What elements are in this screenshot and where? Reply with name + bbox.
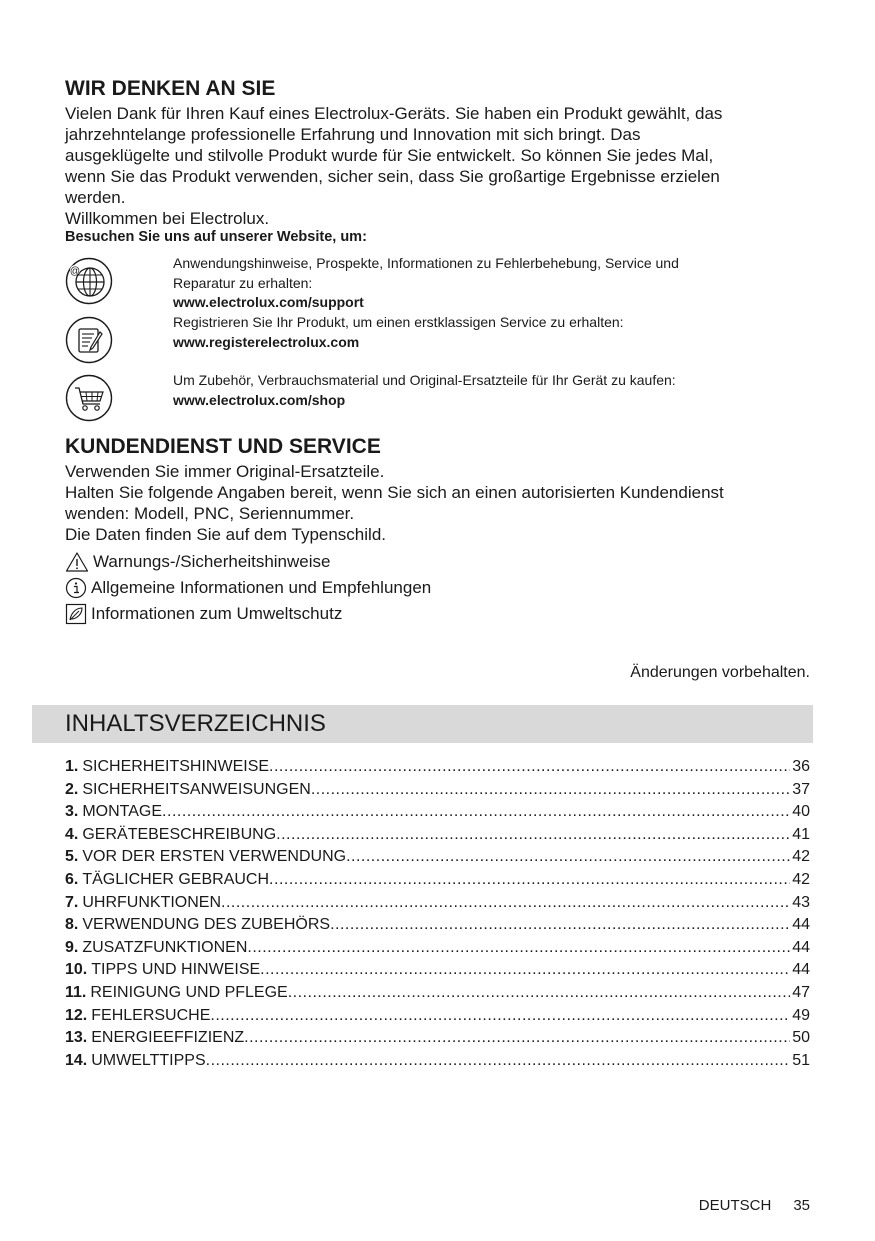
toc-label: MONTAGE xyxy=(82,803,163,821)
toc-page-number: 44 xyxy=(792,916,810,934)
toc-number: 13. xyxy=(65,1029,88,1047)
toc-title: INHALTSVERZEICHNIS xyxy=(65,710,326,737)
toc-label: GERÄTEBESCHREIBUNG xyxy=(82,825,277,843)
toc-entry[interactable] xyxy=(65,1050,810,1073)
toc-label: VOR DER ERSTEN VERWENDUNG xyxy=(82,848,347,866)
intro-line: werden. xyxy=(65,188,126,207)
support-link[interactable]: www.electrolux.com/support xyxy=(173,294,364,310)
service-title: KUNDENDIENST UND SERVICE xyxy=(65,435,381,458)
toc-number: 7. xyxy=(65,893,79,911)
web-text xyxy=(173,371,803,410)
toc-number: 5. xyxy=(65,848,79,866)
toc-leader-dots xyxy=(244,1027,790,1050)
toc-page-number: 47 xyxy=(792,983,810,1001)
toc-page-number: 42 xyxy=(792,848,810,866)
toc-number: 14. xyxy=(65,1051,88,1069)
toc-label: UMWELTTIPPS xyxy=(91,1051,206,1069)
toc-page-number: 44 xyxy=(792,938,810,956)
toc-label: FEHLERSUCHE xyxy=(91,1006,211,1024)
toc-label: TIPPS UND HINWEISE xyxy=(91,961,261,979)
svg-text:@: @ xyxy=(69,266,81,277)
toc-leader-dots xyxy=(247,937,790,960)
toc-label: ENERGIEEFFIZIENZ xyxy=(91,1029,245,1047)
web-text xyxy=(173,313,803,352)
toc-page-number: 43 xyxy=(792,893,810,911)
registration-icon xyxy=(65,316,113,364)
toc-leader-dots xyxy=(311,779,790,802)
toc-header-band xyxy=(32,705,813,743)
toc-number: 1. xyxy=(65,758,79,775)
service-line: wenden: Modell, PNC, Seriennummer. xyxy=(65,504,355,523)
toc-leader-dots xyxy=(206,1050,791,1073)
toc-entry[interactable] xyxy=(65,959,810,982)
toc-number: 9. xyxy=(65,938,79,956)
toc-label: ZUSATZFUNKTIONEN xyxy=(82,938,248,956)
legend-item-environment xyxy=(65,601,810,627)
legend-label: Informationen zum Umweltschutz xyxy=(91,604,343,623)
table-of-contents xyxy=(65,756,810,1072)
toc-label: VERWENDUNG DES ZUBEHÖRS xyxy=(82,916,331,934)
intro-line: Willkommen bei Electrolux. xyxy=(65,209,270,228)
intro-title: WIR DENKEN AN SIE xyxy=(65,77,276,100)
toc-number: 6. xyxy=(65,870,79,888)
web-description-line: Registrieren Sie Ihr Produkt, um einen erstklassigen Service zu erhalten: xyxy=(173,314,624,330)
toc-entry[interactable] xyxy=(65,914,810,937)
leaf-icon xyxy=(65,603,87,625)
legend-item-warning xyxy=(65,549,810,575)
shopping-cart-icon xyxy=(65,374,113,422)
toc-leader-dots xyxy=(346,846,790,869)
toc-page-number: 50 xyxy=(792,1029,810,1047)
toc-entry[interactable] xyxy=(65,801,810,824)
toc-entry[interactable] xyxy=(65,982,810,1005)
legend-label: Warnungs-/Sicherheitshinweise xyxy=(93,552,331,571)
visit-heading: Besuchen Sie uns auf unserer Website, um: xyxy=(65,229,367,245)
toc-leader-dots xyxy=(276,824,790,847)
legend-item-info xyxy=(65,575,810,601)
intro-line: jahrzehntelange professionelle Erfahrung und Innovation mit sich bringt. Das xyxy=(65,125,641,144)
toc-label: REINIGUNG UND PFLEGE xyxy=(90,983,288,1001)
shop-link[interactable]: www.electrolux.com/shop xyxy=(173,391,346,408)
toc-entry[interactable] xyxy=(65,869,810,892)
toc-entry[interactable] xyxy=(65,846,810,869)
toc-leader-dots xyxy=(288,982,790,1005)
service-line: Halten Sie folgende Angaben bereit, wenn Sie sich an einen autorisierten Kundendienst xyxy=(65,483,724,502)
toc-leader-dots xyxy=(210,1005,790,1028)
toc-page-number: 44 xyxy=(792,961,810,979)
service-line: Die Daten finden Sie auf dem Typenschild. xyxy=(65,525,386,544)
footer-page-number: 35 xyxy=(793,1197,810,1214)
web-description-line: Anwendungshinweise, Prospekte, Informationen zu Fehlerbehebung, Service und xyxy=(173,255,679,271)
toc-leader-dots xyxy=(269,756,790,779)
web-text xyxy=(173,254,803,313)
toc-leader-dots xyxy=(162,801,790,824)
legend-label: Allgemeine Informationen und Empfehlungen xyxy=(91,578,432,597)
toc-page-number: 42 xyxy=(792,870,810,888)
toc-page-number: 37 xyxy=(792,780,810,798)
toc-page-number: 40 xyxy=(792,803,810,821)
toc-entry[interactable] xyxy=(65,1027,810,1050)
toc-entry[interactable] xyxy=(65,937,810,960)
toc-label: SICHERHEITSHINWEISE xyxy=(82,758,270,775)
toc-number: 8. xyxy=(65,916,79,934)
toc-label: UHRFUNKTIONEN xyxy=(82,893,222,911)
service-text xyxy=(65,461,810,545)
register-link[interactable]: www.registerelectrolux.com xyxy=(173,333,360,350)
toc-entry[interactable] xyxy=(65,756,810,779)
globe-icon xyxy=(65,257,113,305)
toc-page-number: 49 xyxy=(792,1006,810,1024)
page-footer xyxy=(699,1196,810,1216)
footer-language: DEUTSCH xyxy=(698,1197,772,1214)
toc-leader-dots xyxy=(269,869,790,892)
toc-page-number: 36 xyxy=(792,758,810,775)
toc-leader-dots xyxy=(330,914,790,937)
toc-number: 3. xyxy=(65,803,79,821)
web-description-line: Reparatur zu erhalten: xyxy=(173,274,313,291)
intro-line: Vielen Dank für Ihren Kauf eines Electrolux-Geräts. Sie haben ein Produkt gewählt, das xyxy=(65,104,723,123)
toc-number: 12. xyxy=(65,1006,88,1024)
intro-text xyxy=(65,103,805,229)
info-icon xyxy=(65,577,87,599)
toc-entry[interactable] xyxy=(65,779,810,802)
toc-label: TÄGLICHER GEBRAUCH xyxy=(82,870,270,888)
web-description-line: Um Zubehör, Verbrauchsmaterial und Original-Ersatzteile für Ihr Gerät zu kaufen: xyxy=(173,372,676,388)
toc-entry[interactable] xyxy=(65,824,810,847)
toc-label: SICHERHEITSANWEISUNGEN xyxy=(82,780,311,798)
intro-line: ausgeklügelte und stilvolle Produkt wurde für Sie entwickelt. So können Sie jedes Mal, xyxy=(65,146,714,165)
symbol-legend xyxy=(65,549,810,627)
toc-number: 2. xyxy=(65,780,79,798)
toc-number: 11. xyxy=(65,983,87,1001)
warning-icon xyxy=(65,551,89,573)
toc-leader-dots xyxy=(260,959,790,982)
toc-entry[interactable] xyxy=(65,892,810,915)
toc-number: 4. xyxy=(65,825,79,843)
intro-line: wenn Sie das Produkt verwenden, sicher sein, dass Sie großartige Ergebnisse erzielen xyxy=(65,167,720,186)
changes-note: Änderungen vorbehalten. xyxy=(630,664,810,681)
toc-entry[interactable] xyxy=(65,1005,810,1028)
toc-leader-dots xyxy=(221,892,790,915)
toc-page-number: 41 xyxy=(792,825,810,843)
toc-page-number: 51 xyxy=(792,1051,810,1069)
service-line: Verwenden Sie immer Original-Ersatzteile. xyxy=(65,462,385,481)
toc-number: 10. xyxy=(65,961,88,979)
